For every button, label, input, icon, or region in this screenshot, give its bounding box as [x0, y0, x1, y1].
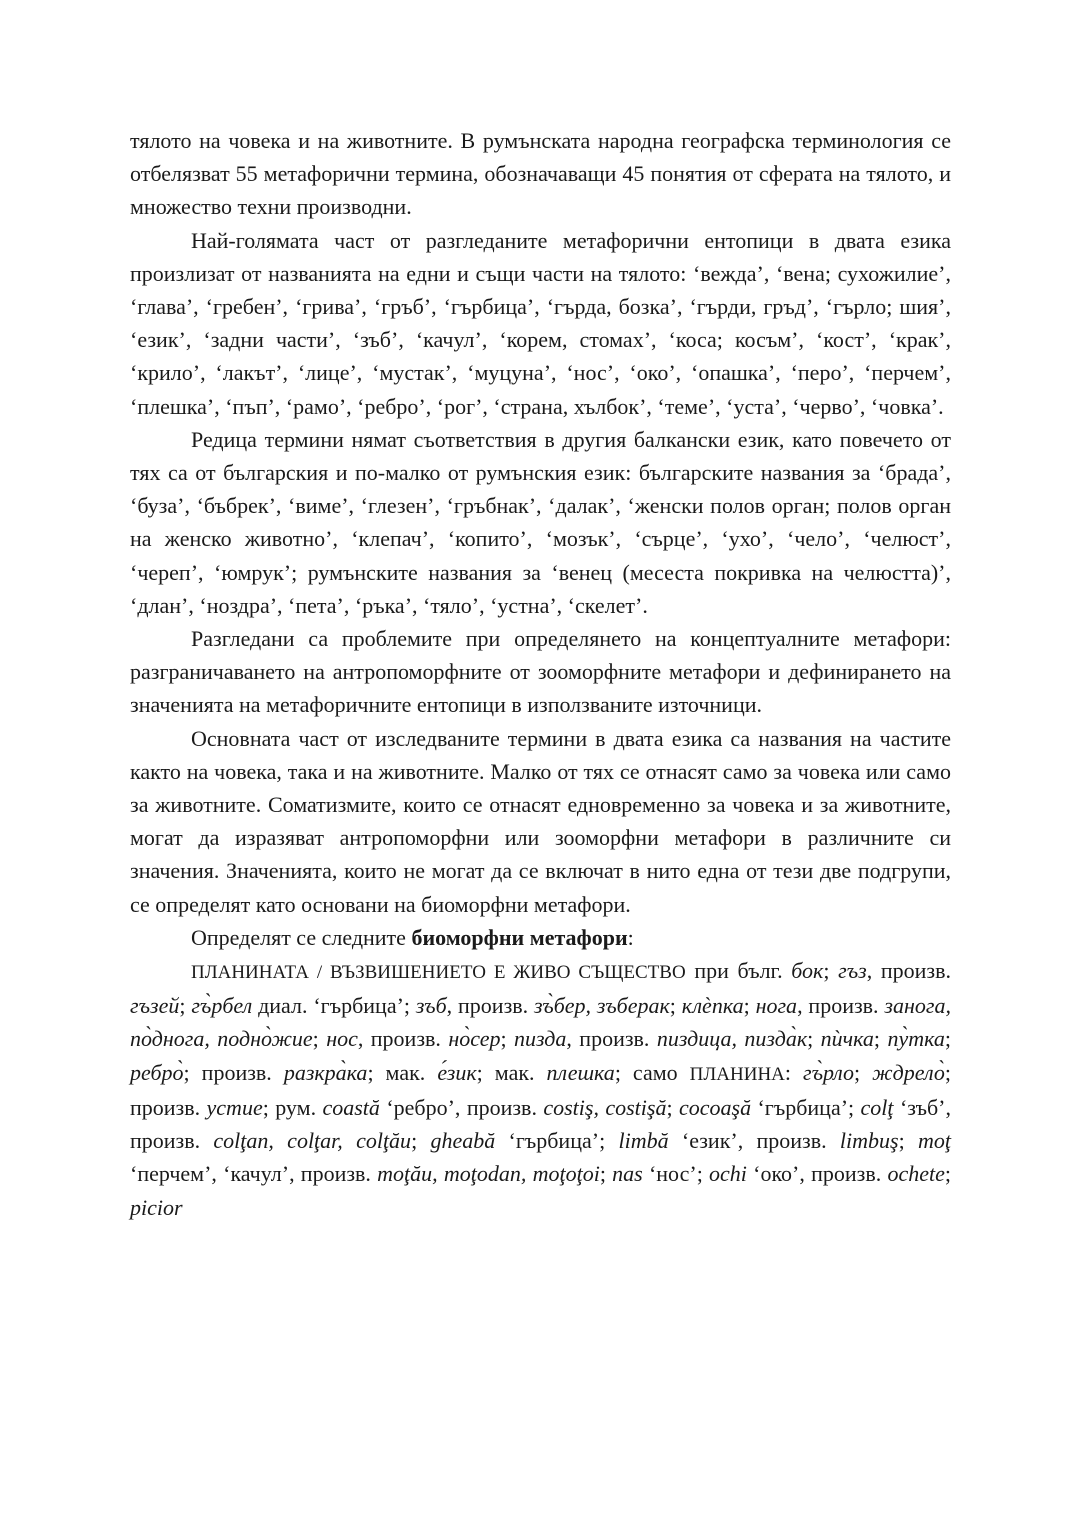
text-run: тялото на човека и на животните. В румънската народна географска терминология се отбелязват 55 метафорични термина, обозначаващи 45 понятия от сферата на тялото, и множество техни производни.	[130, 128, 951, 220]
italic-term: гъ̀рло	[803, 1059, 855, 1085]
paragraph-biomorphic-heading	[130, 921, 951, 954]
small-caps-concept: ПЛАНИНАТА / ВЪЗВИШЕНИЕТО Е ЖИВО СЪЩЕСТВО	[191, 962, 686, 984]
italic-term: пизда	[513, 1026, 567, 1052]
italic-term: зъб	[415, 993, 447, 1019]
paragraph-metaphor-problems	[130, 622, 951, 722]
text-run: ;	[669, 993, 682, 1019]
italic-term: moţău, moţodan, moţoţoi	[377, 1161, 600, 1187]
paragraph-unmatched-terms	[130, 423, 951, 622]
italic-term: гъ̀рбел	[191, 993, 253, 1019]
italic-term: занога, по̀днога, подно̀жие	[130, 993, 951, 1052]
italic-term: нос	[326, 1026, 358, 1052]
text-run: ;	[898, 1128, 918, 1154]
text-run: Най-голямата част от разгледаните метафорични ентопици в двата езика произлизат от названията на едни и същи части на тялото: ‘вежда’, ‘вена; сухожилие’, ‘глава’, ‘гребен’, ‘грива’, ‘гръб’, ‘гърбица’, ‘гърда, бозка’, ‘гърди, гръд’, ‘гърло; шия’, ‘език’, ‘задни части’, ‘зъб’, ‘качул’, ‘корем, стомах’, ‘коса; косъм’, ‘кост’, ‘крак’, ‘крило’, ‘лакът’, ‘лице’, ‘мустак’, ‘муцуна’, ‘нос’, ‘око’, ‘опашка’, ‘перо’, ‘перчем’, ‘плешка’, ‘пъп’, ‘рамо’, ‘ребро’, ‘рог’, ‘страна, хълбок’, ‘теме’, ‘уста’, ‘черво’, ‘човка’.	[130, 227, 951, 419]
text-run: ‘око’, произв.	[746, 1161, 888, 1187]
text-run: ;	[854, 1059, 873, 1085]
text-run: ;	[807, 1026, 821, 1052]
text-run: ;	[743, 993, 756, 1019]
text-run: , произв.	[566, 1026, 657, 1052]
italic-term: ждрело̀	[872, 1059, 945, 1085]
text-run: ‘гърбица’;	[751, 1094, 861, 1120]
italic-term: гъз	[838, 958, 867, 984]
italic-term: coastă	[322, 1094, 380, 1120]
italic-term: разкра̀ка	[283, 1059, 368, 1085]
text-run: ; произв.	[183, 1059, 284, 1085]
text-run: диал. ‘гърбица’;	[252, 993, 416, 1019]
text-run: ; рум.	[262, 1094, 323, 1120]
text-run: ‘ребро’, произв.	[379, 1094, 544, 1120]
italic-term: limbuş	[839, 1128, 899, 1154]
italic-term: limbă	[618, 1128, 669, 1154]
italic-term: gheabă	[430, 1128, 496, 1154]
italic-term: зъ̀бер, зъберак	[534, 993, 670, 1019]
italic-term: nas	[612, 1161, 643, 1187]
text-run: Редица термини нямат съответствия в другия балкански език, като повечето от тях са от българския и по-малко от румънския език: българските названия за ‘брада’, ‘буза’, ‘бъбрек’, ‘виме’, ‘глезен’, ‘гръбнак’, ‘далак’, ‘женски полов орган; полов орган на женско животно’, ‘клепач’, ‘копито’, ‘мозък’, ‘сърце’, ‘ухо’, ‘чело’, ‘челюст’, ‘череп’, ‘юмрук’; румънските названия за ‘венец (месеста покривка на челюстта)’, ‘длан’, ‘ноздра’, ‘пета’, ‘ръка’, ‘тяло’, ‘устна’, ‘скелет’.	[130, 426, 951, 618]
text-run: ;	[411, 1128, 431, 1154]
text-run: ;	[599, 1161, 613, 1187]
paragraph-shared-body-parts	[130, 224, 951, 423]
text-run: Основната част от изследваните термини в двата езика са названия на частите както на човека, така и на животните. Малко от тях се отнасят само за човека или само за животните. Соматизмите, които се отнасят едновременно за човека и за животните, могат да изразяват антропоморфни или зооморфни метафори в различните си значения. Значенията, които не могат да се включат в нито една от тези две подгрупи, се определят като основани на биоморфни метафори.	[130, 725, 951, 917]
paragraph-mountain-examples	[130, 954, 951, 1224]
italic-term: гъзей	[130, 993, 180, 1019]
bold-term: биоморфни метафори	[411, 924, 628, 950]
italic-term: но̀сер	[448, 1026, 501, 1052]
text-run: , произв.	[446, 993, 535, 1019]
italic-term: плешка	[546, 1059, 615, 1085]
italic-term: пѝчка	[820, 1026, 874, 1052]
italic-term: colţ	[860, 1094, 894, 1120]
document-page	[130, 124, 951, 1224]
text-run: :	[784, 1059, 804, 1085]
text-run: при бълг.	[685, 958, 792, 984]
text-run: , произв.	[357, 1026, 449, 1052]
italic-term: colţan, colţar, colţău	[213, 1128, 412, 1154]
text-run: ‘език’, произв.	[668, 1128, 840, 1154]
text-run: ‘перчем’, ‘качул’, произв.	[130, 1161, 378, 1187]
text-run: ;	[823, 958, 839, 984]
text-run: ;	[944, 1161, 951, 1187]
small-caps-concept: ПЛАНИНА	[689, 1063, 785, 1085]
italic-term: клѐпка	[681, 993, 744, 1019]
italic-term: нога	[755, 993, 798, 1019]
text-run: ;	[500, 1026, 514, 1052]
text-run: ;	[944, 1026, 951, 1052]
italic-term: бок	[791, 958, 824, 984]
text-run: ; само	[614, 1059, 690, 1085]
italic-term: пиздица, пизда̀к	[656, 1026, 808, 1052]
text-run: , произв.	[797, 993, 885, 1019]
text-run: ‘нос’;	[642, 1161, 710, 1187]
text-run: ; мак.	[367, 1059, 438, 1085]
text-run: ;	[179, 993, 192, 1019]
italic-term: moţ	[918, 1128, 951, 1154]
italic-term: ochete	[887, 1161, 945, 1187]
text-run: ‘зъб’, произв.	[130, 1094, 951, 1154]
italic-term: е́зик	[437, 1059, 477, 1085]
text-run: ‘гърбица’;	[495, 1128, 619, 1154]
text-run: ;	[312, 1026, 327, 1052]
text-run: Определят се следните	[191, 924, 412, 950]
italic-term: ребро̀	[130, 1059, 184, 1085]
italic-term: costiş, costişă	[543, 1094, 667, 1120]
text-run: , произв.	[866, 958, 952, 984]
paragraph-body-parts-intro	[130, 124, 951, 224]
italic-term: picior	[130, 1194, 183, 1220]
paragraph-main-part	[130, 722, 951, 921]
text-run: Разгледани са проблемите при определянето на концептуалните метафори: разграничаването на антропоморфните от зооморфните метафори и дефинирането на значенията на метафоричните ентопици в използваните източници.	[130, 626, 951, 718]
italic-term: пу̀тка	[887, 1026, 945, 1052]
text-run: ; произв.	[130, 1059, 951, 1120]
text-run: :	[627, 924, 634, 950]
italic-term: ochi	[709, 1161, 747, 1187]
italic-term: cocoaşă	[678, 1094, 752, 1120]
italic-term: устие	[206, 1094, 263, 1120]
text-run: ;	[666, 1094, 679, 1120]
text-run: ;	[873, 1026, 888, 1052]
text-run: ; мак.	[476, 1059, 547, 1085]
